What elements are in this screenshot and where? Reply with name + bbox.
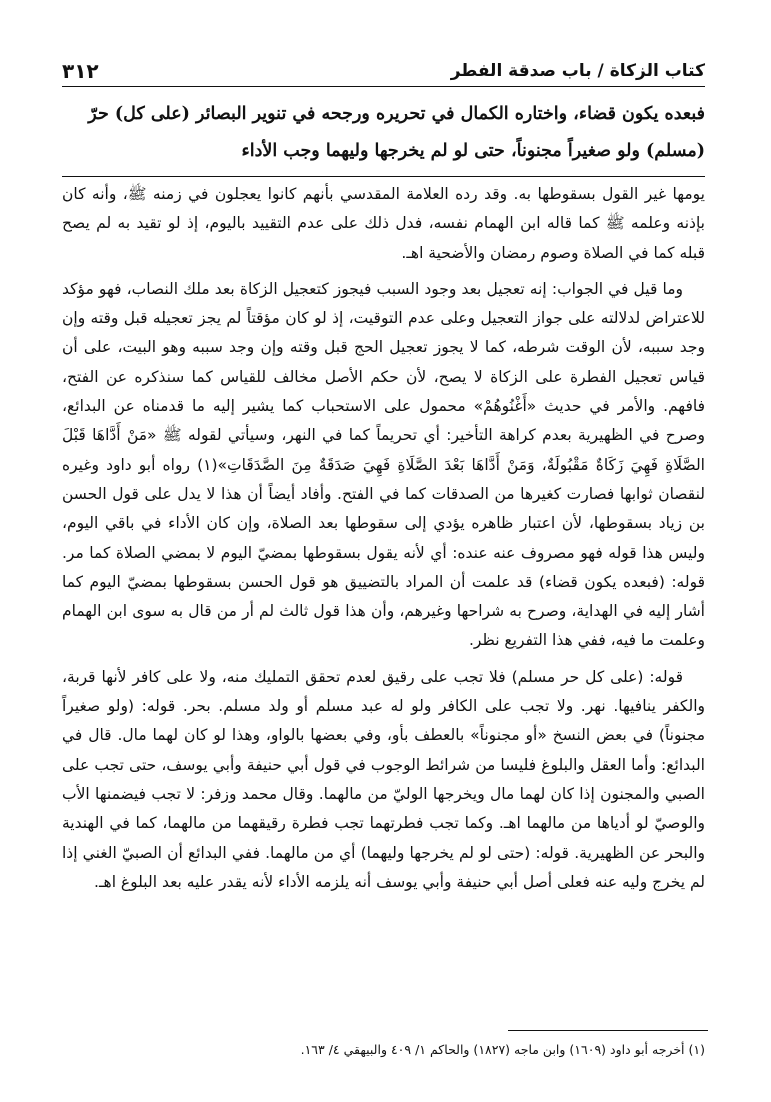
commentary-paragraph-2: وما قيل في الجواب: إنه تعجيل بعد وجود السبب فيجوز كتعجيل الزكاة بعد ملك النصاب، فهو مؤكد للاعتراض لدلالته على جواز التعجيل وعلى عدم التوقيت، إذ لو كان مؤقتاً لم يجز تعجيله قبل وقته وإن وجد سببه، لأن الوقت شرطه، كما لا يجوز تعجيل الحج قبل وقته وإن وجد سببه وهو البيت، على أن قياس تعجيل الفطرة على الزكاة لا يصح، لأن حكم الأصل مخالف للقياس كما سنذكره عن الفتح، فافهم. والأمر في حديث «أَغْنُوهُمْ» محمول على الاستحباب كما يشير إليه ما قدمناه عن البدائع، وصرح في الظهيرية بعدم كراهة التأخير: أي تحريماً كما في النهر، وسيأتي لقوله ﷺ «مَنْ أَدَّاهَا قَبْلَ الصَّلَاةِ فَهِيَ زَكَاةٌ مَقْبُولَةٌ، وَمَنْ أَدَّاهَا بَعْدَ الصَّلَاةِ فَهِيَ صَدَقَةٌ مِنَ الصَّدَقَاتِ»(١) رواه أبو داود وغيره لنقصان ثوابها فصارت كغيرها من الصدقات كما في الفتح. وأفاد أيضاً أن هذا لا يدل على قول الحسن بن زياد بسقوطها، لأن اعتبار ظاهره يؤدي إلى سقوطها بعد الصلاة، وإن كان الأداء في باقي اليوم، وليس هذا قوله فهو مصروف عنه عنده: أي لأنه يقول بسقوطها بمضيّ اليوم لا بمضي الصلاة كما مر. قوله: (فبعده يكون قضاء) قد علمت أن المراد بالتضييق هو قول الحسن بسقوطها بمضيّ اليوم كما أشار إليه في الهداية، وصرح به شراحها وغيرهم، وأن هذا قول ثالث لم أر من قال به سوى ابن الهمام وعلمت ما فيه، ففي هذا التفريع نظر. [62,279,705,650]
main-text-line-1: فبعده يكون قضاء، واختاره الكمال في تحريره ورجحه في تنوير البصائر (على كل) حرّ [88,104,705,124]
page-number: ٣١٢ [62,59,99,83]
section-divider [62,176,705,177]
running-title: كتاب الزكاة / باب صدقة الفطر [450,61,705,81]
commentary-paragraph-3: قوله: (على كل حر مسلم) فلا تجب على رقيق لعدم تحقق التمليك منه، ولا على كافر لأنها قربة، والكفر ينافيها. نهر. ولا تجب على الكافر ولو له عبد مسلم أو ولد مسلم. بحر. قوله: (ولو صغيراً مجنوناً) في بعض النسخ «أو مجنوناً» بالعطف بأو، وفي بعضها بالواو، وهذا لو كان لهما مال. قال في البدائع: وأما العقل والبلوغ فليسا من شرائط الوجوب في قول أبي حنيفة وأبي يوسف، حتى تجب على الصبي والمجنون إذا كان لهما مال ويخرجها الوليّ من مالهما. وقال محمد وزفر: لا تجب فيضمنها الأب والوصيّ لو أدياها من مالهما اهـ. وكما تجب فطرتهما تجب فطرة رقيقهما من مالهما، كما في الهندية والبحر عن الظهيرية. قوله: (حتى لو لم يخرجها وليهما) أي من مالهما. ففي البدائع أن الصبيّ الغني إذا لم يخرج وليه عنه فعلى أصل أبي حنيفة وأبي يوسف أنه يلزمه الأداء لأنه يقدر عليه بعد البلوغ اهـ. [62,667,705,891]
footnote: (١) أخرجه أبو داود (١٦٠٩) وابن ماجه (١٨٢٧) والحاكم ١/ ٤٠٩ والبيهقي ٤/ ١٦٣. [300,1042,705,1057]
footnote-divider [508,1030,708,1031]
main-text [62,96,705,170]
commentary-paragraph-1: يومها غير القول بسقوطها به. وقد رده العلامة المقدسي بأنهم كانوا يعجلون في زمنه ﷺ، وأنه كان بإذنه وعلمه ﷺ كما قاله ابن الهمام نفسه، فدل ذلك على عدم التقييد باليوم، إذ لو تقيد به لم يصح قبله كما في الصلاة وصوم رمضان والأضحية اهـ. [62,185,705,262]
running-header [62,56,705,87]
commentary-text [62,180,705,897]
main-text-line-2: (مسلم) ولو صغيراً مجنوناً، حتى لو لم يخرجها وليهما وجب الأداء [241,141,705,161]
